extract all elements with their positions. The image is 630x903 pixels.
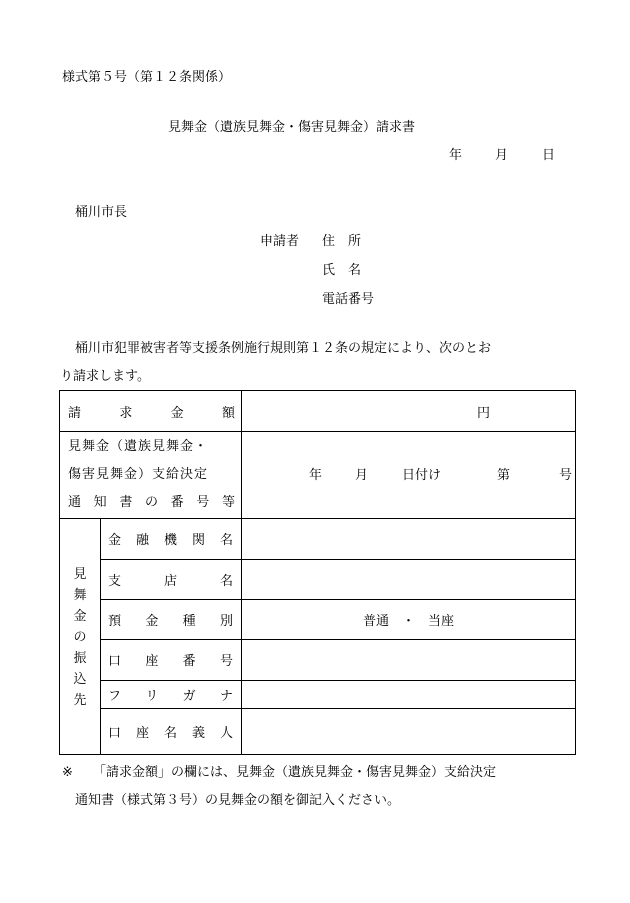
- applicant-label: 申請者: [260, 234, 300, 249]
- phone-label: 電話番号: [322, 292, 375, 307]
- furigana-label: フ リ ガ ナ: [108, 688, 233, 704]
- claim-amount-field[interactable]: [242, 391, 575, 431]
- deposit-type-field[interactable]: [242, 600, 575, 639]
- date-month: 月: [495, 148, 509, 163]
- furigana-field[interactable]: [242, 681, 575, 708]
- note-mark: ※: [62, 765, 73, 780]
- addressee: 桶川市長: [75, 205, 128, 220]
- note-line2: 通知書（様式第３号）の見舞金の額を御記入ください。: [75, 793, 401, 808]
- deposit-type-label: 預 金 種 別: [108, 613, 233, 629]
- account-holder-label: 口 座 名 義 人: [108, 725, 233, 741]
- claim-table: [59, 390, 576, 755]
- branch-field[interactable]: [242, 560, 575, 599]
- name-label: 氏 名: [322, 263, 362, 278]
- claim-amount-label: 請 求 金 額: [68, 405, 235, 421]
- account-number-field[interactable]: [242, 640, 575, 680]
- body-text-line1: 桶川市犯罪被害者等支援条例施行規則第１２条の規定により、次のとお: [75, 341, 492, 356]
- bank-name-label: 金 融 機 関 名: [108, 533, 233, 548]
- address-label: 住 所: [322, 234, 362, 249]
- yen-unit: 円: [476, 405, 490, 421]
- branch-label: 支 店 名: [108, 573, 233, 589]
- account-holder-field[interactable]: [242, 709, 575, 754]
- date-day: 日: [542, 148, 556, 163]
- note-line1: 「請求金額」の欄には、見舞金（遺族見舞金・傷害見舞金）支給決定: [93, 765, 497, 780]
- transfer-destination-label: 見 舞 金 の 振 込 先: [73, 566, 87, 708]
- notice-number-field[interactable]: 年 月 日付け 第 号: [309, 468, 573, 483]
- account-number-label: 口 座 番 号: [108, 654, 233, 669]
- notice-label: 見舞金（遺族見舞金・ 傷害見舞金）支給決定 通 知 書 の 番 号 等: [68, 439, 235, 510]
- form-number: 様式第５号（第１２条関係）: [62, 70, 232, 85]
- date-year: 年: [449, 148, 463, 163]
- body-text-line2: り請求します。: [60, 369, 150, 384]
- document-title: 見舞金（遺族見舞金・傷害見舞金）請求書: [168, 120, 416, 135]
- bank-name-field[interactable]: [242, 519, 575, 559]
- deposit-type-options[interactable]: 普通 ・ 当座: [362, 614, 454, 629]
